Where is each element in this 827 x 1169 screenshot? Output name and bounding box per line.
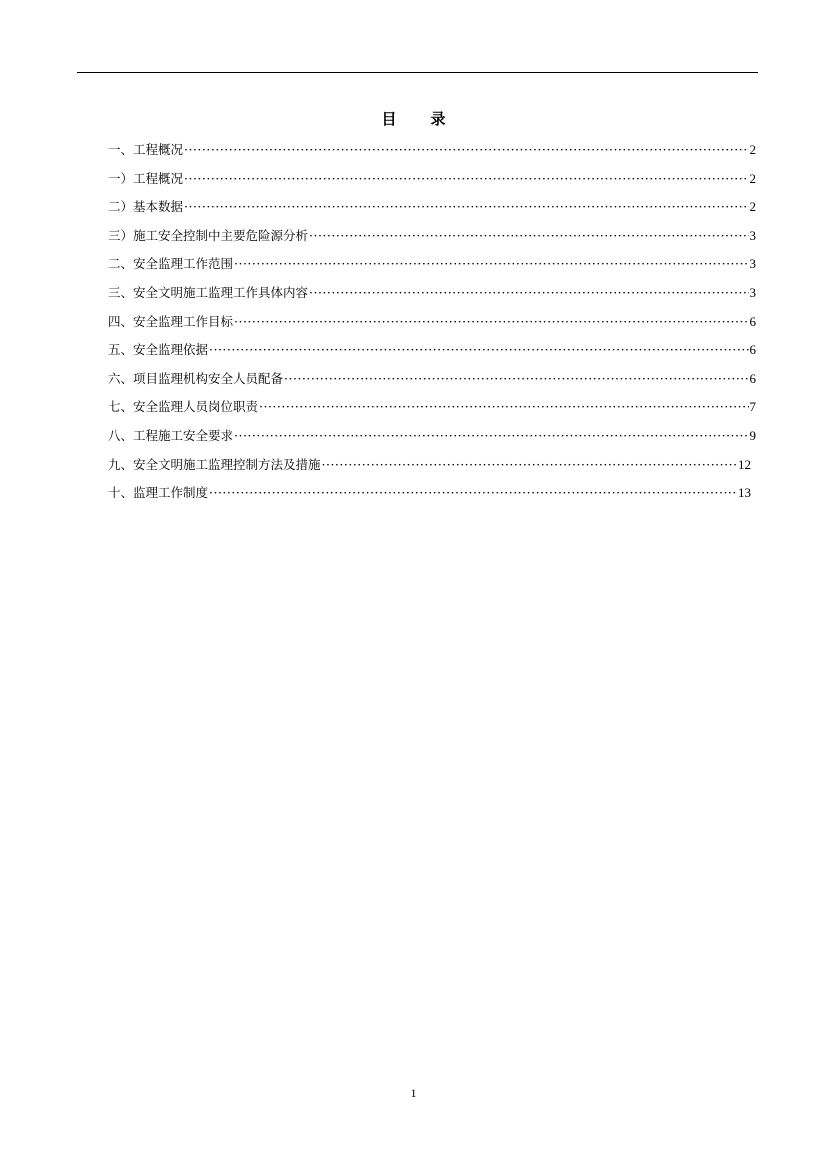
toc-dot-leader: [184, 169, 748, 189]
toc-entry-label: 三、安全文明施工监理工作具体内容: [108, 284, 309, 300]
toc-entry-label: 六、项目监理机构安全人员配备: [108, 370, 284, 386]
toc-dot-leader: [209, 340, 748, 360]
toc-title: [0, 108, 827, 129]
toc-dot-leader: [234, 426, 748, 446]
table-of-contents: [108, 140, 756, 512]
toc-entry[interactable]: [108, 254, 756, 283]
toc-dot-leader: [234, 312, 748, 332]
toc-entry-page-number: 6: [749, 342, 756, 358]
header-rule: [77, 72, 758, 73]
toc-entry-page-number: 6: [749, 313, 756, 329]
toc-dot-leader: [284, 369, 748, 389]
toc-entry-label: 二）基本数据: [108, 199, 184, 215]
footer-page-number: 1: [410, 1086, 417, 1100]
toc-entry-page-number: 12: [738, 456, 751, 472]
toc-entry[interactable]: [108, 312, 756, 341]
toc-dot-leader: [209, 483, 737, 503]
toc-dot-leader: [322, 455, 737, 475]
toc-entry-label: 五、安全监理依据: [108, 342, 209, 358]
toc-entry-page-number: 2: [749, 142, 756, 157]
toc-entry-page-number: 6: [749, 370, 756, 386]
toc-entry-page-number: 2: [749, 170, 756, 186]
toc-entry-page-number: 3: [749, 256, 756, 272]
toc-dot-leader: [309, 226, 748, 246]
toc-dot-leader: [184, 140, 748, 160]
toc-entry-page-number: 2: [749, 199, 756, 215]
toc-entry[interactable]: [108, 426, 756, 455]
toc-entry[interactable]: [108, 397, 756, 426]
toc-dot-leader: [234, 254, 748, 274]
toc-entry-page-number: 9: [749, 427, 756, 443]
toc-entry-page-number: 3: [749, 284, 756, 300]
toc-entry[interactable]: [108, 140, 756, 169]
toc-title-part-1: 目: [381, 110, 397, 128]
toc-title-part-2: 录: [430, 110, 446, 128]
toc-entry-label: 七、安全监理人员岗位职责: [108, 399, 259, 415]
toc-entry-label: 三）施工安全控制中主要危险源分析: [108, 227, 309, 243]
toc-dot-leader: [309, 283, 748, 303]
toc-entry[interactable]: [108, 340, 756, 369]
toc-entry[interactable]: [108, 169, 756, 198]
toc-entry-label: 一）工程概况: [108, 170, 184, 186]
toc-entry-label: 十、监理工作制度: [108, 485, 209, 501]
toc-entry[interactable]: [108, 369, 756, 398]
toc-entry-page-number: 3: [749, 227, 756, 243]
toc-entry-label: 四、安全监理工作目标: [108, 313, 234, 329]
toc-entry-page-number: 7: [749, 399, 756, 415]
toc-entry[interactable]: [108, 283, 756, 312]
toc-dot-leader: [259, 397, 748, 417]
toc-entry[interactable]: [108, 226, 756, 255]
toc-entry-page-number: 13: [738, 485, 751, 501]
toc-entry[interactable]: [108, 455, 751, 484]
toc-entry-label: 八、工程施工安全要求: [108, 427, 234, 443]
toc-entry[interactable]: [108, 197, 756, 226]
toc-entry[interactable]: [108, 483, 751, 512]
toc-entry-label: 二、安全监理工作范围: [108, 256, 234, 272]
toc-entry-label: 九、安全文明施工监理控制方法及措施: [108, 456, 321, 472]
toc-entry-label: 一、工程概况: [108, 142, 184, 157]
toc-dot-leader: [184, 197, 748, 217]
